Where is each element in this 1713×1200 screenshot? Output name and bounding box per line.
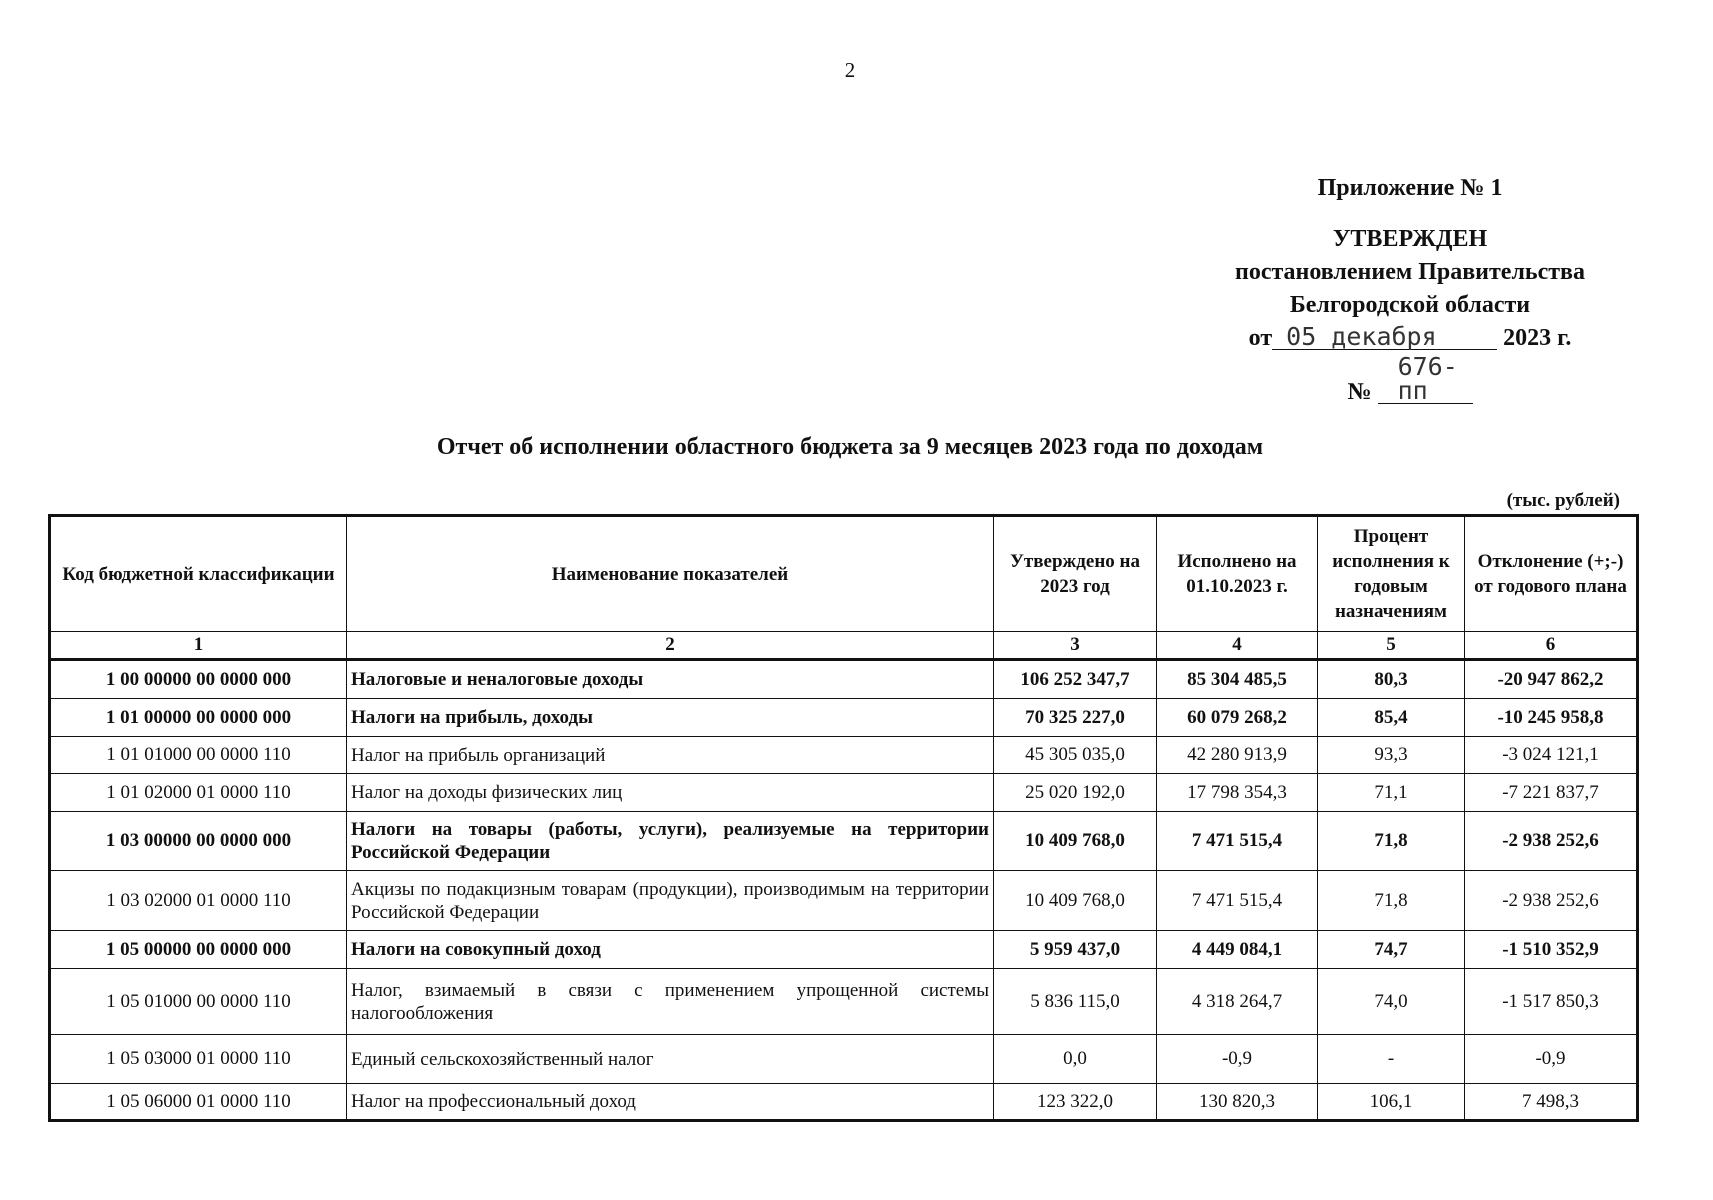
cell-code: 1 05 00000 00 0000 000: [50, 931, 347, 969]
cell-deviation: 7 498,3: [1465, 1084, 1638, 1121]
cell-deviation: -1 517 850,3: [1465, 969, 1638, 1035]
cell-executed: 42 280 913,9: [1157, 737, 1318, 774]
cell-percent: 71,1: [1318, 774, 1465, 812]
cell-code: 1 01 02000 01 0000 110: [50, 774, 347, 812]
column-number: 5: [1318, 632, 1465, 660]
cell-approved: 70 325 227,0: [994, 699, 1157, 737]
cell-percent: 74,7: [1318, 931, 1465, 969]
cell-name: Налог, взимаемый в связи с применением упрощенной системы налогообложения: [347, 969, 994, 1035]
header-percent: Процент исполнения к годовым назначениям: [1318, 516, 1465, 632]
cell-deviation: -2 938 252,6: [1465, 812, 1638, 871]
header-approved: Утверждено на 2023 год: [994, 516, 1157, 632]
table-row: [50, 812, 1638, 871]
cell-approved: 5 836 115,0: [994, 969, 1157, 1035]
cell-approved: 0,0: [994, 1035, 1157, 1084]
cell-approved: 45 305 035,0: [994, 737, 1157, 774]
cell-code: 1 05 03000 01 0000 110: [50, 1035, 347, 1084]
cell-percent: -: [1318, 1035, 1465, 1084]
cell-executed: 7 471 515,4: [1157, 812, 1318, 871]
cell-name: Налоги на прибыль, доходы: [347, 699, 994, 737]
cell-deviation: -2 938 252,6: [1465, 871, 1638, 931]
cell-name: Налог на прибыль организаций: [347, 737, 994, 774]
cell-code: 1 01 00000 00 0000 000: [50, 699, 347, 737]
cell-name: Налоги на товары (работы, услуги), реализуемые на территории Российской Федерации: [347, 812, 994, 871]
header-executed: Исполнено на 01.10.2023 г.: [1157, 516, 1318, 632]
cell-executed: 7 471 515,4: [1157, 871, 1318, 931]
column-numbers-row: [50, 632, 1638, 660]
cell-code: 1 05 06000 01 0000 110: [50, 1084, 347, 1121]
cell-approved: 123 322,0: [994, 1084, 1157, 1121]
table-row: [50, 699, 1638, 737]
table-row: [50, 1084, 1638, 1121]
cell-percent: 106,1: [1318, 1084, 1465, 1121]
cell-approved: 5 959 437,0: [994, 931, 1157, 969]
column-number: 4: [1157, 632, 1318, 660]
approved-label: УТВЕРЖДЕН: [1332, 226, 1488, 252]
cell-percent: 71,8: [1318, 812, 1465, 871]
cell-percent: 71,8: [1318, 871, 1465, 931]
cell-percent: 74,0: [1318, 969, 1465, 1035]
column-number: 3: [994, 632, 1157, 660]
cell-deviation: -0,9: [1465, 1035, 1638, 1084]
report-title: Отчет об исполнении областного бюджета за 9 месяцев 2023 года по доходам: [436, 434, 1264, 460]
page-number: 2: [844, 58, 856, 82]
table-row: [50, 871, 1638, 931]
cell-deviation: -10 245 958,8: [1465, 699, 1638, 737]
budget-table: [48, 514, 1639, 1122]
column-number: 1: [50, 632, 347, 660]
cell-code: 1 03 00000 00 0000 000: [50, 812, 347, 871]
cell-executed: 4 318 264,7: [1157, 969, 1318, 1035]
column-number: 6: [1465, 632, 1638, 660]
cell-code: 1 01 01000 00 0000 110: [50, 737, 347, 774]
approval-line-2: Белгородской области: [1289, 292, 1531, 318]
cell-name: Налог на доходы физических лиц: [347, 774, 994, 812]
header-code: Код бюджетной классификации: [50, 516, 347, 632]
appendix-label: Приложение № 1: [1317, 175, 1503, 201]
cell-code: 1 03 02000 01 0000 110: [50, 871, 347, 931]
cell-name: Налоги на совокупный доход: [347, 931, 994, 969]
table-row: [50, 737, 1638, 774]
cell-executed: 4 449 084,1: [1157, 931, 1318, 969]
table-row: [50, 660, 1638, 699]
cell-approved: 10 409 768,0: [994, 871, 1157, 931]
cell-deviation: -1 510 352,9: [1465, 931, 1638, 969]
approval-date-line: [1190, 322, 1630, 355]
cell-executed: 17 798 354,3: [1157, 774, 1318, 812]
cell-deviation: -3 024 121,1: [1465, 737, 1638, 774]
cell-name: Акцизы по подакцизным товарам (продукции), производимым на территории Российской Федерации: [347, 871, 994, 931]
number-value: 676-пп: [1378, 355, 1473, 404]
approval-line-1: постановлением Правительства: [1234, 259, 1585, 285]
cell-approved: 25 020 192,0: [994, 774, 1157, 812]
units-label: (тыс. рублей): [1506, 490, 1620, 511]
cell-executed: 60 079 268,2: [1157, 699, 1318, 737]
table-row: [50, 969, 1638, 1035]
date-suffix: 2023 г.: [1503, 325, 1572, 351]
header-name: Наименование показателей: [347, 516, 994, 632]
cell-name: Налоговые и неналоговые доходы: [347, 660, 994, 699]
cell-code: 1 00 00000 00 0000 000: [50, 660, 347, 699]
cell-name: Налог на профессиональный доход: [347, 1084, 994, 1121]
cell-percent: 93,3: [1318, 737, 1465, 774]
cell-code: 1 05 01000 00 0000 110: [50, 969, 347, 1035]
table-row: [50, 931, 1638, 969]
cell-approved: 10 409 768,0: [994, 812, 1157, 871]
cell-name: Единый сельскохозяйственный налог: [347, 1035, 994, 1084]
table-header-row: [50, 516, 1638, 632]
cell-executed: 85 304 485,5: [1157, 660, 1318, 699]
column-number: 2: [347, 632, 994, 660]
cell-percent: 85,4: [1318, 699, 1465, 737]
cell-approved: 106 252 347,7: [994, 660, 1157, 699]
date-prefix: от: [1248, 325, 1273, 351]
header-deviation: Отклонение (+;-) от годового плана: [1465, 516, 1638, 632]
cell-executed: 130 820,3: [1157, 1084, 1318, 1121]
cell-percent: 80,3: [1318, 660, 1465, 699]
cell-deviation: -20 947 862,2: [1465, 660, 1638, 699]
number-prefix: №: [1347, 379, 1372, 405]
approval-number-line: [1190, 352, 1630, 409]
cell-executed: -0,9: [1157, 1035, 1318, 1084]
approval-block: [1190, 172, 1630, 409]
table-row: [50, 1035, 1638, 1084]
date-value: 05 декабря: [1272, 325, 1497, 350]
table-row: [50, 774, 1638, 812]
cell-deviation: -7 221 837,7: [1465, 774, 1638, 812]
